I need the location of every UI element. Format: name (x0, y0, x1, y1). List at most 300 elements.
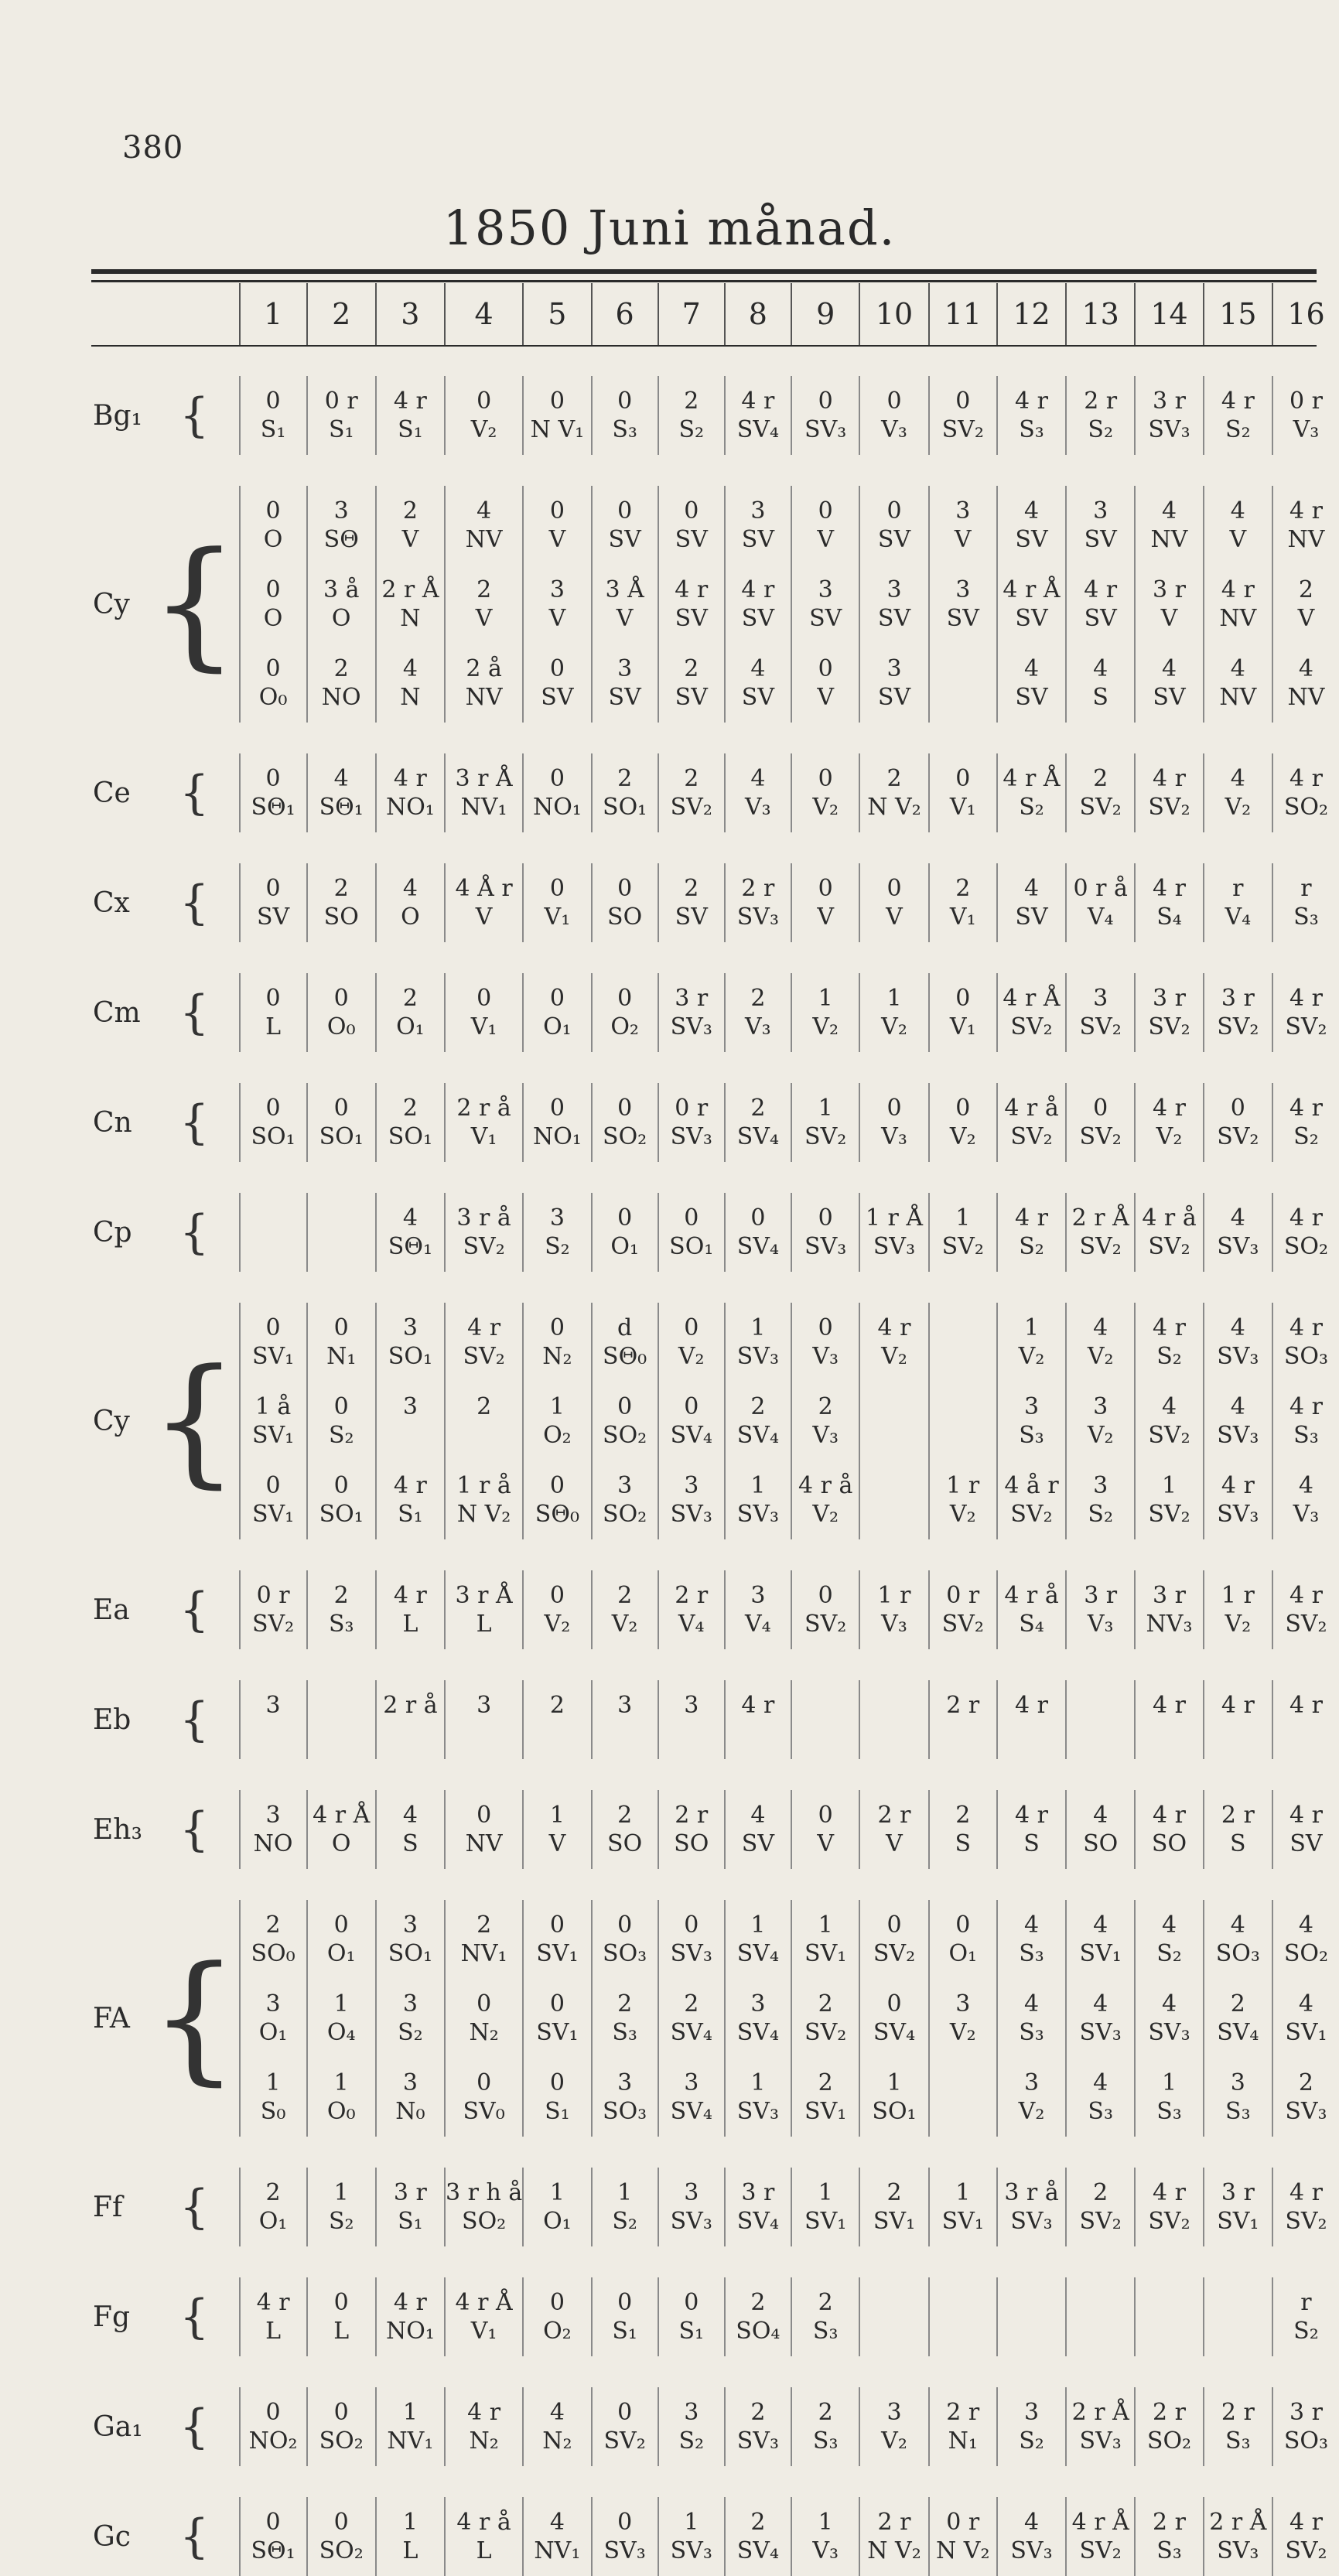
cloud-value (1136, 2289, 1202, 2317)
wind-value: S₃ (1019, 1940, 1044, 1967)
observation-cell (658, 1193, 725, 1272)
cloud-value: 2 r (877, 2508, 911, 2536)
wind-value: SV₃ (804, 416, 847, 443)
observation-cell (997, 1083, 1066, 1162)
wind-value (377, 1422, 444, 1450)
observation-cell (445, 376, 523, 455)
wind-value: SV₁ (536, 2019, 579, 2046)
wind-value: L (402, 2537, 418, 2564)
cloud-value: 2 (886, 764, 902, 792)
wind-value: NO₁ (532, 1123, 582, 1150)
cloud-value: 0 (617, 1911, 633, 1939)
brace-icon: { (179, 2400, 210, 2454)
day-header: 1 (240, 283, 307, 345)
cloud-value: 0 (617, 984, 633, 1012)
cloud-value: 2 (684, 654, 699, 682)
wind-value: N V₂ (867, 794, 921, 821)
observation-cell (445, 753, 523, 832)
observation-cell (791, 1461, 859, 1539)
cloud-value: 1 (818, 2178, 833, 2206)
wind-value: V (954, 526, 972, 553)
wind-value: S₁ (398, 416, 423, 443)
table-row (91, 376, 1339, 455)
cloud-value: 2 r å (383, 1692, 438, 1720)
wind-value: SV₃ (1010, 2537, 1053, 2564)
cloud-value: 3 r (1153, 576, 1186, 603)
wind-value: SV (1153, 684, 1186, 711)
group-gap (91, 1539, 1339, 1570)
observation-cell (1272, 2277, 1339, 2356)
cloud-value: 3 (684, 1692, 699, 1720)
observation-cell (658, 2168, 725, 2246)
brace-icon: { (179, 2180, 210, 2234)
wind-value: V (817, 1830, 835, 1857)
station-label: Cx (93, 887, 130, 919)
observation-table (91, 283, 1339, 2576)
observation-cell (997, 863, 1066, 942)
wind-value: V (548, 605, 566, 632)
observation-cell (376, 1790, 445, 1869)
wind-value: V (401, 526, 419, 553)
cloud-value: 4 r (1289, 2178, 1323, 2206)
observation-cell (240, 565, 307, 644)
wind-value: SV₄ (670, 2098, 712, 2125)
observation-cell (445, 565, 523, 644)
wind-value: SΘ₁ (251, 2537, 295, 2564)
observation-cell (307, 973, 376, 1052)
observation-cell (725, 1979, 791, 2058)
observation-cell (929, 973, 997, 1052)
wind-value: SV₂ (1285, 2208, 1327, 2235)
cloud-value: 0 (477, 2069, 492, 2096)
cloud-value: 2 r (946, 2398, 980, 2426)
wind-value: SV (877, 684, 911, 711)
cloud-value: 4 (1161, 1911, 1177, 1939)
cloud-value: 3 (750, 497, 766, 524)
wind-value: SO₂ (462, 2208, 507, 2235)
observation-cell (859, 1900, 928, 1979)
observation-cell (523, 376, 591, 455)
observation-cell (929, 1790, 997, 1869)
observation-cell (592, 863, 658, 942)
observation-cell (859, 1193, 928, 1272)
wind-value: S₁ (678, 2318, 705, 2345)
wind-value: SO (607, 904, 643, 931)
observation-cell (859, 863, 928, 942)
cloud-value: 4 (1161, 497, 1177, 524)
observation-cell (1066, 1083, 1135, 1162)
group-gap (91, 2466, 1339, 2497)
wind-value: SV₄ (736, 1123, 779, 1150)
observation-cell (997, 1900, 1066, 1979)
observation-cell (997, 2277, 1066, 2356)
cloud-value: 3 (402, 1990, 418, 2017)
cloud-value: 0 (818, 654, 833, 682)
cloud-value: 1 (1161, 1471, 1177, 1499)
brace-icon: { (179, 2290, 210, 2344)
observation-cell (725, 2277, 791, 2356)
cloud-value: 0 (549, 764, 565, 792)
cloud-value: 3 r (675, 984, 709, 1012)
observation-cell (859, 1979, 928, 2058)
observation-cell (929, 644, 997, 723)
cloud-value: 1 (818, 2508, 833, 2536)
cloud-value: 0 (1230, 1094, 1245, 1122)
observation-cell (791, 1303, 859, 1382)
cloud-value: 0 (617, 2288, 633, 2316)
brace-icon: { (179, 1802, 210, 1857)
cloud-value: 2 (617, 1801, 633, 1829)
observation-cell (307, 1570, 376, 1649)
cloud-value: 4 r (1289, 1581, 1323, 1609)
wind-value: SV₂ (941, 1611, 984, 1638)
observation-cell (1066, 1382, 1135, 1461)
wind-value: SV₃ (1079, 2019, 1122, 2046)
wind-value: SV₃ (1217, 1343, 1259, 1370)
wind-value: O (401, 904, 420, 931)
wind-value: NV₁ (460, 1940, 507, 1967)
observation-cell (523, 1303, 591, 1382)
observation-cell (376, 1979, 445, 2058)
observation-cell (592, 486, 658, 565)
cloud-value: 0 (265, 984, 281, 1012)
cloud-value: 0 (333, 1471, 349, 1499)
observation-cell (1204, 565, 1272, 644)
wind-value: O (331, 605, 351, 632)
observation-cell (658, 753, 725, 832)
cloud-value: 2 (617, 1581, 633, 1609)
observation-cell (859, 565, 928, 644)
observation-cell (997, 644, 1066, 723)
observation-cell (523, 2058, 591, 2137)
wind-value: O₂ (610, 1013, 639, 1040)
cloud-value: r (1232, 874, 1244, 902)
cloud-value: 1 (333, 1990, 349, 2017)
wind-value: V₂ (1156, 1123, 1183, 1150)
brace-icon: { (179, 876, 210, 930)
station-label: Cy (93, 1405, 130, 1437)
cloud-value: 4 (1230, 1392, 1245, 1420)
observation-cell (859, 486, 928, 565)
group-gap (91, 1869, 1339, 1900)
table-row (91, 644, 1339, 723)
wind-value: SV₃ (1010, 2208, 1053, 2235)
observation-cell (658, 1382, 725, 1461)
cloud-value: 4 r å (1004, 1094, 1059, 1122)
observation-cell (658, 1570, 725, 1649)
cloud-value: 1 r (877, 1581, 911, 1609)
observation-cell (791, 2277, 859, 2356)
cloud-value: 4 r (1084, 576, 1118, 603)
observation-cell (725, 1680, 791, 1759)
cloud-value: 4 r å (1142, 1204, 1197, 1232)
cloud-value: 3 r (1221, 984, 1255, 1012)
wind-value: O₁ (543, 2208, 572, 2235)
cloud-value: 4 r (1289, 1392, 1323, 1420)
observation-cell (445, 486, 523, 565)
wind-value: SO₂ (319, 2427, 364, 2455)
wind-value: S (1092, 684, 1108, 711)
wind-value (930, 2097, 996, 2125)
day-header: 12 (997, 283, 1066, 345)
observation-cell (523, 1382, 591, 1461)
observation-cell (1066, 1193, 1135, 1272)
wind-value: V (548, 526, 566, 553)
observation-cell (791, 2497, 859, 2576)
observation-cell (859, 2387, 928, 2466)
observation-cell (1272, 1083, 1339, 1162)
observation-cell (1272, 863, 1339, 942)
wind-value: SV₁ (251, 1422, 295, 1449)
cloud-value: 1 (549, 2178, 565, 2206)
wind-value: S (955, 1830, 972, 1857)
station-label: Bg₁ (93, 399, 142, 432)
observation-cell (445, 1900, 523, 1979)
cloud-value: 0 (617, 2398, 633, 2426)
cloud-value: 4 r (741, 387, 775, 415)
observation-cell (1066, 2168, 1135, 2246)
wind-value: S₂ (612, 2208, 637, 2235)
observation-cell (1135, 1790, 1203, 1869)
wind-value: SV₂ (941, 1233, 984, 1260)
cloud-value: 3 å (323, 576, 360, 603)
cloud-value: 0 (617, 2508, 633, 2536)
cloud-value: 4 (1093, 1990, 1108, 2017)
cloud-value: 4 r (1221, 1471, 1255, 1499)
observation-cell (859, 1570, 928, 1649)
station-label: Cp (93, 1216, 132, 1249)
observation-cell (523, 1193, 591, 1272)
cloud-value: 3 (265, 1692, 281, 1720)
cloud-value: 3 r (393, 2178, 427, 2206)
cloud-value: 2 r (675, 1581, 709, 1609)
wind-value: N₂ (469, 2427, 499, 2455)
cloud-value: 2 (1298, 2069, 1313, 2096)
observation-cell (307, 753, 376, 832)
wind-value: S₂ (1156, 1343, 1182, 1370)
wind-value: SV₂ (1148, 1013, 1190, 1040)
observation-cell (791, 973, 859, 1052)
top-rule-thin (91, 280, 1317, 282)
cloud-value: 3 Å (605, 576, 644, 603)
wind-value: SV (741, 526, 774, 553)
wind-value: V₃ (812, 1422, 839, 1449)
observation-cell (658, 565, 725, 644)
observation-cell (307, 1083, 376, 1162)
cloud-value: 4 r (1289, 1204, 1323, 1232)
cloud-value: 0 (955, 984, 971, 1012)
cloud-value: 0 (617, 1204, 633, 1232)
observation-cell (240, 973, 307, 1052)
table-row (91, 863, 1339, 942)
cloud-value: 3 (684, 2069, 699, 2096)
wind-value: SV₄ (670, 2019, 712, 2046)
wind-value (792, 1720, 859, 1748)
wind-value: SV₄ (736, 2537, 779, 2564)
cloud-value: 4 (1230, 1314, 1245, 1341)
wind-value: SV₁ (251, 1343, 295, 1370)
cloud-value: 4 r (1153, 1801, 1186, 1829)
wind-value: S₃ (1225, 2427, 1251, 2455)
wind-value: SV (675, 684, 708, 711)
observation-cell (1135, 1382, 1203, 1461)
cloud-value: 2 (818, 2288, 833, 2316)
wind-value: O₀ (258, 684, 288, 711)
wind-value (726, 1720, 791, 1748)
page-title: 1850 Juni månad. (442, 200, 897, 256)
cloud-value: 0 (955, 1094, 971, 1122)
cloud-value: 2 (477, 1393, 492, 1421)
day-header: 3 (376, 283, 445, 345)
wind-value: SV₄ (670, 1422, 712, 1449)
cloud-value: 0 r å (1073, 874, 1128, 902)
observation-cell (592, 2058, 658, 2137)
observation-cell (240, 1461, 307, 1539)
observation-cell (791, 1382, 859, 1461)
cloud-value: 2 (750, 1094, 766, 1122)
wind-value: S₂ (1088, 1501, 1113, 1528)
observation-cell (1204, 1303, 1272, 1382)
observation-cell (725, 1461, 791, 1539)
cloud-value: 0 (549, 1990, 565, 2017)
observation-cell (929, 2497, 997, 2576)
wind-value: N (400, 605, 421, 632)
wind-value: SO₀ (251, 1940, 295, 1967)
cloud-value: 3 (886, 2398, 902, 2426)
cloud-value: 0 (549, 1314, 565, 1341)
wind-value: V₁ (470, 1013, 497, 1040)
wind-value: NV (1219, 684, 1257, 711)
cloud-value: 0 (617, 1094, 633, 1122)
observation-cell (1204, 2168, 1272, 2246)
wind-value: V₃ (1087, 1611, 1114, 1638)
cloud-value: 3 (402, 2069, 418, 2096)
cloud-value: 2 (477, 1911, 492, 1939)
observation-cell (523, 1570, 591, 1649)
cloud-value: 0 (684, 1314, 699, 1341)
observation-cell (307, 2387, 376, 2466)
day-header: 5 (523, 283, 591, 345)
cloud-value: 4 r (1221, 576, 1255, 603)
observation-cell (376, 2168, 445, 2246)
table-row (91, 1083, 1339, 1162)
wind-value: NV₃ (1146, 1611, 1193, 1638)
table-row (91, 565, 1339, 644)
wind-value: SO₂ (603, 1422, 647, 1449)
wind-value: V₃ (881, 1123, 907, 1150)
observation-cell (791, 486, 859, 565)
cloud-value: 4 (333, 764, 349, 792)
wind-value: SV₃ (1217, 1422, 1259, 1449)
wind-value: SV (1289, 1830, 1323, 1857)
observation-cell (307, 1382, 376, 1461)
wind-value: SO₂ (603, 1123, 647, 1150)
wind-value: S₃ (612, 2019, 637, 2046)
observation-cell (658, 1900, 725, 1979)
wind-value: S₄ (1156, 904, 1182, 931)
cloud-value: 3 (750, 1990, 766, 2017)
observation-cell (997, 486, 1066, 565)
observation-cell (376, 1083, 445, 1162)
station-label: Eh₃ (93, 1813, 142, 1846)
observation-cell (859, 1790, 928, 1869)
wind-value: SV₂ (1010, 1123, 1053, 1150)
wind-value: SV₄ (736, 1422, 779, 1449)
cloud-value: 0 (333, 1392, 349, 1420)
observation-cell (997, 1382, 1066, 1461)
wind-value: SO₁ (319, 1501, 364, 1528)
wind-value: SV₃ (670, 1501, 712, 1528)
observation-cell (523, 1083, 591, 1162)
observation-cell (997, 2497, 1066, 2576)
wind-value: S₂ (1019, 2427, 1044, 2455)
cloud-value: 4 (750, 654, 766, 682)
wind-value: SV₃ (1285, 2098, 1327, 2125)
observation-cell (929, 1303, 997, 1382)
wind-value: SO₃ (603, 2098, 647, 2125)
observation-cell (445, 1790, 523, 1869)
wind-value: L (402, 1611, 418, 1638)
wind-value: S₂ (678, 2427, 705, 2455)
cloud-value: 0 (265, 1314, 281, 1341)
cloud-value: 4 (1298, 654, 1313, 682)
wind-value: S₂ (1019, 1233, 1044, 1260)
wind-value (860, 1421, 927, 1449)
wind-value (1067, 2317, 1134, 2345)
cloud-value: 3 r (1289, 2398, 1323, 2426)
cloud-value: 3 r h å (445, 2178, 523, 2206)
wind-value: SV₁ (873, 2208, 916, 2235)
cloud-value: 4 r å (1004, 1581, 1059, 1609)
wind-value (241, 1232, 306, 1260)
wind-value: S₃ (1293, 1422, 1319, 1449)
wind-value: SV₃ (670, 1123, 712, 1150)
wind-value: SV (741, 684, 774, 711)
cloud-value: 0 (955, 764, 971, 792)
wind-value (860, 1720, 927, 1748)
observation-cell (725, 2168, 791, 2246)
wind-value (1067, 1720, 1134, 1748)
observation-cell (1272, 1382, 1339, 1461)
observation-cell (307, 1979, 376, 2058)
wind-value: SO (1151, 1830, 1187, 1857)
wind-value: SO₁ (388, 1123, 432, 1150)
observation-cell (1066, 565, 1135, 644)
wind-value (1136, 2317, 1202, 2345)
wind-value: NO₁ (385, 2318, 435, 2345)
cloud-value: 0 r (1289, 387, 1323, 415)
cloud-value: 0 (617, 874, 633, 902)
observation-cell (929, 1979, 997, 2058)
observation-cell (929, 2168, 997, 2246)
wind-value: O₁ (326, 1940, 356, 1967)
observation-cell (929, 2277, 997, 2356)
wind-value: V₃ (812, 2537, 839, 2564)
wind-value: SO (323, 904, 359, 931)
wind-value: O₁ (948, 1940, 978, 1967)
wind-value: SV₃ (736, 2098, 779, 2125)
cloud-value: 4 r (675, 576, 709, 603)
observation-cell (523, 753, 591, 832)
cloud-value (930, 1393, 996, 1421)
observation-cell (859, 1680, 928, 1759)
wind-value: SV₂ (463, 1233, 505, 1260)
wind-value: V₁ (949, 1013, 976, 1040)
wind-value: S₃ (1225, 2098, 1251, 2125)
observation-cell (1272, 2058, 1339, 2137)
group-gap (91, 455, 1339, 486)
wind-value: L (476, 2537, 492, 2564)
